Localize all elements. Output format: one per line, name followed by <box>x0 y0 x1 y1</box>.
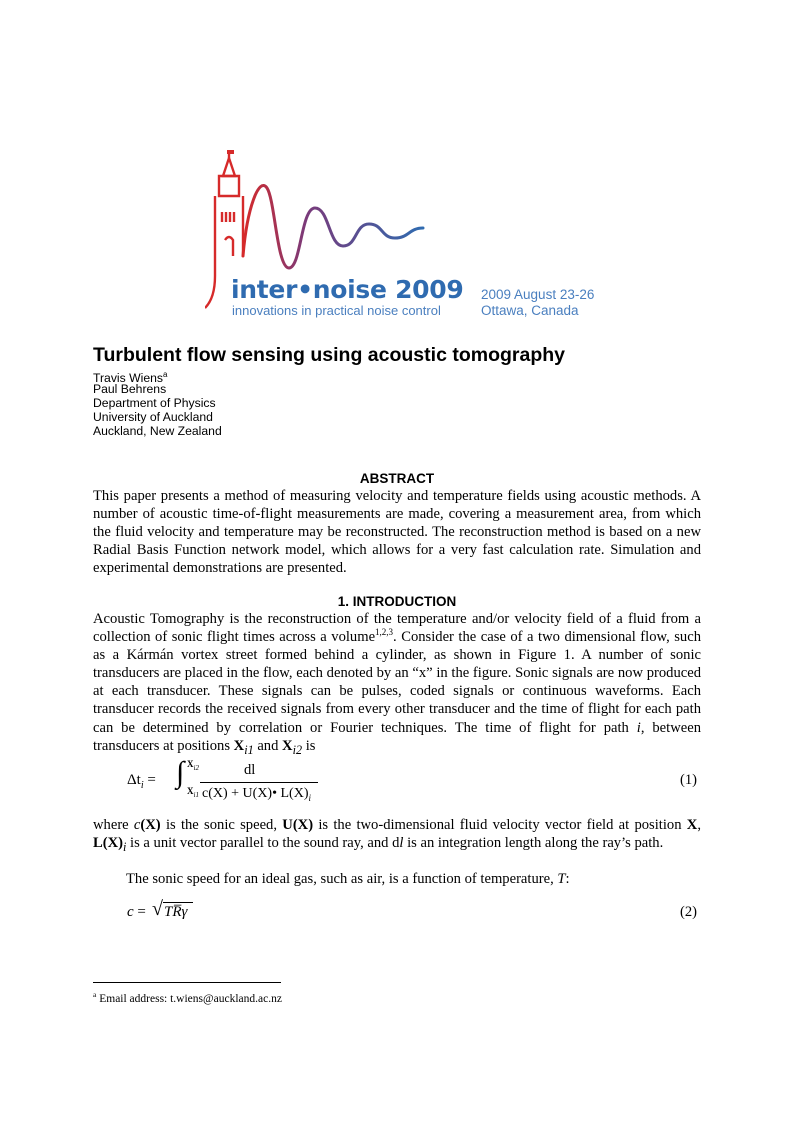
intro-paragraph-2: where c(X) is the sonic speed, U(X) is the two-dimensional fluid velocity vector field at position X, $L(X)_i$ is a unit vector parallel to the sound ray, and dl is an integration length along the ray’s path. <box>93 817 701 854</box>
intro-paragraph-1: Acoustic Tomography is the reconstruction of the temperature and/or velocity field of a fluid from a collection of sonic flight times across a volume$^{1,2,3}$. Consider the case of a two dimensional flow, such as a Kármán vortex street formed behind a cylinder, as shown in Figure 1. A number of sonic transducers are placed in the flow, each denoted by an “x” in the figure. Sonic signals are now produced at each transducer. These signals can be pulses, coded signals or continuous waveforms. Each transducer records the received signals from every other transducer and the time of flight for each path can be determined by correlation or Fourier techniques. The time of flight for path i, between transducers at positions $X_{i1}$ and $X_{i2}$ is <box>93 611 701 757</box>
eq1-lower-limit: $X_{i1}$ <box>187 786 199 799</box>
logo-tagline: innovations in practical noise control <box>232 303 441 318</box>
eq1-integral-sign: ∫ <box>176 756 185 789</box>
affiliation-department: Department of Physics <box>93 396 216 410</box>
conference-date: 2009 August 23-26 <box>481 287 595 302</box>
logo-wordmark: inter•noise 2009 <box>231 275 464 304</box>
footnote-text: Email address: t.wiens@auckland.ac.nz <box>96 993 282 1005</box>
citation-refs: 1,2,3 <box>375 627 394 638</box>
sound-wave-icon <box>243 185 423 268</box>
author-footnote-marker: a <box>162 370 168 379</box>
intro-paragraph-3: The sonic speed for an ideal gas, such as air, is a function of temperature, T: <box>126 871 570 887</box>
abstract-heading: ABSTRACT <box>359 471 435 486</box>
author-2: Paul Behrens <box>93 382 167 396</box>
equation-1-number: (1) <box>680 772 698 788</box>
eq1-lhs: $\Delta t_i$ = <box>127 772 156 791</box>
eq1-numerator: dl <box>244 762 256 778</box>
footnote-marker: a <box>93 990 97 999</box>
eq1-denominator: c(X) + U(X)• $L(X)_i$ <box>202 786 311 803</box>
equation-2-number: (2) <box>680 904 698 920</box>
affiliation-location: Auckland, New Zealand <box>93 424 222 438</box>
conference-location: Ottawa, Canada <box>481 303 579 318</box>
eq2-radicand: TR̅γ <box>164 904 188 920</box>
introduction-heading: 1. INTRODUCTION <box>337 594 457 609</box>
author-name: Travis Wiens <box>93 371 163 385</box>
abstract-text: This paper presents a method of measuring velocity and temperature fields using acoustic methods. A number of acoustic time-of-flight measurements are made, covering a measurement area, from which the fluid velocity and temperature may be reconstructed. The reconstruction method is based on a new Radial Basis Function network model, which allows for a very fast calculation rate. Simulation and experimental demonstrations are presented. <box>93 488 701 577</box>
affiliation-university: University of Auckland <box>93 410 213 424</box>
eq1-fraction-bar <box>200 782 318 783</box>
eq2-lhs: c = <box>127 904 146 920</box>
footnote-rule <box>93 982 281 983</box>
eq2-radical-sign: √ <box>152 898 163 920</box>
paper-title: Turbulent flow sensing using acoustic tomography <box>93 344 565 366</box>
eq2-radical-bar <box>163 902 193 903</box>
footnote <box>93 990 282 1005</box>
eq1-upper-limit: $X_{i2}$ <box>187 759 199 772</box>
